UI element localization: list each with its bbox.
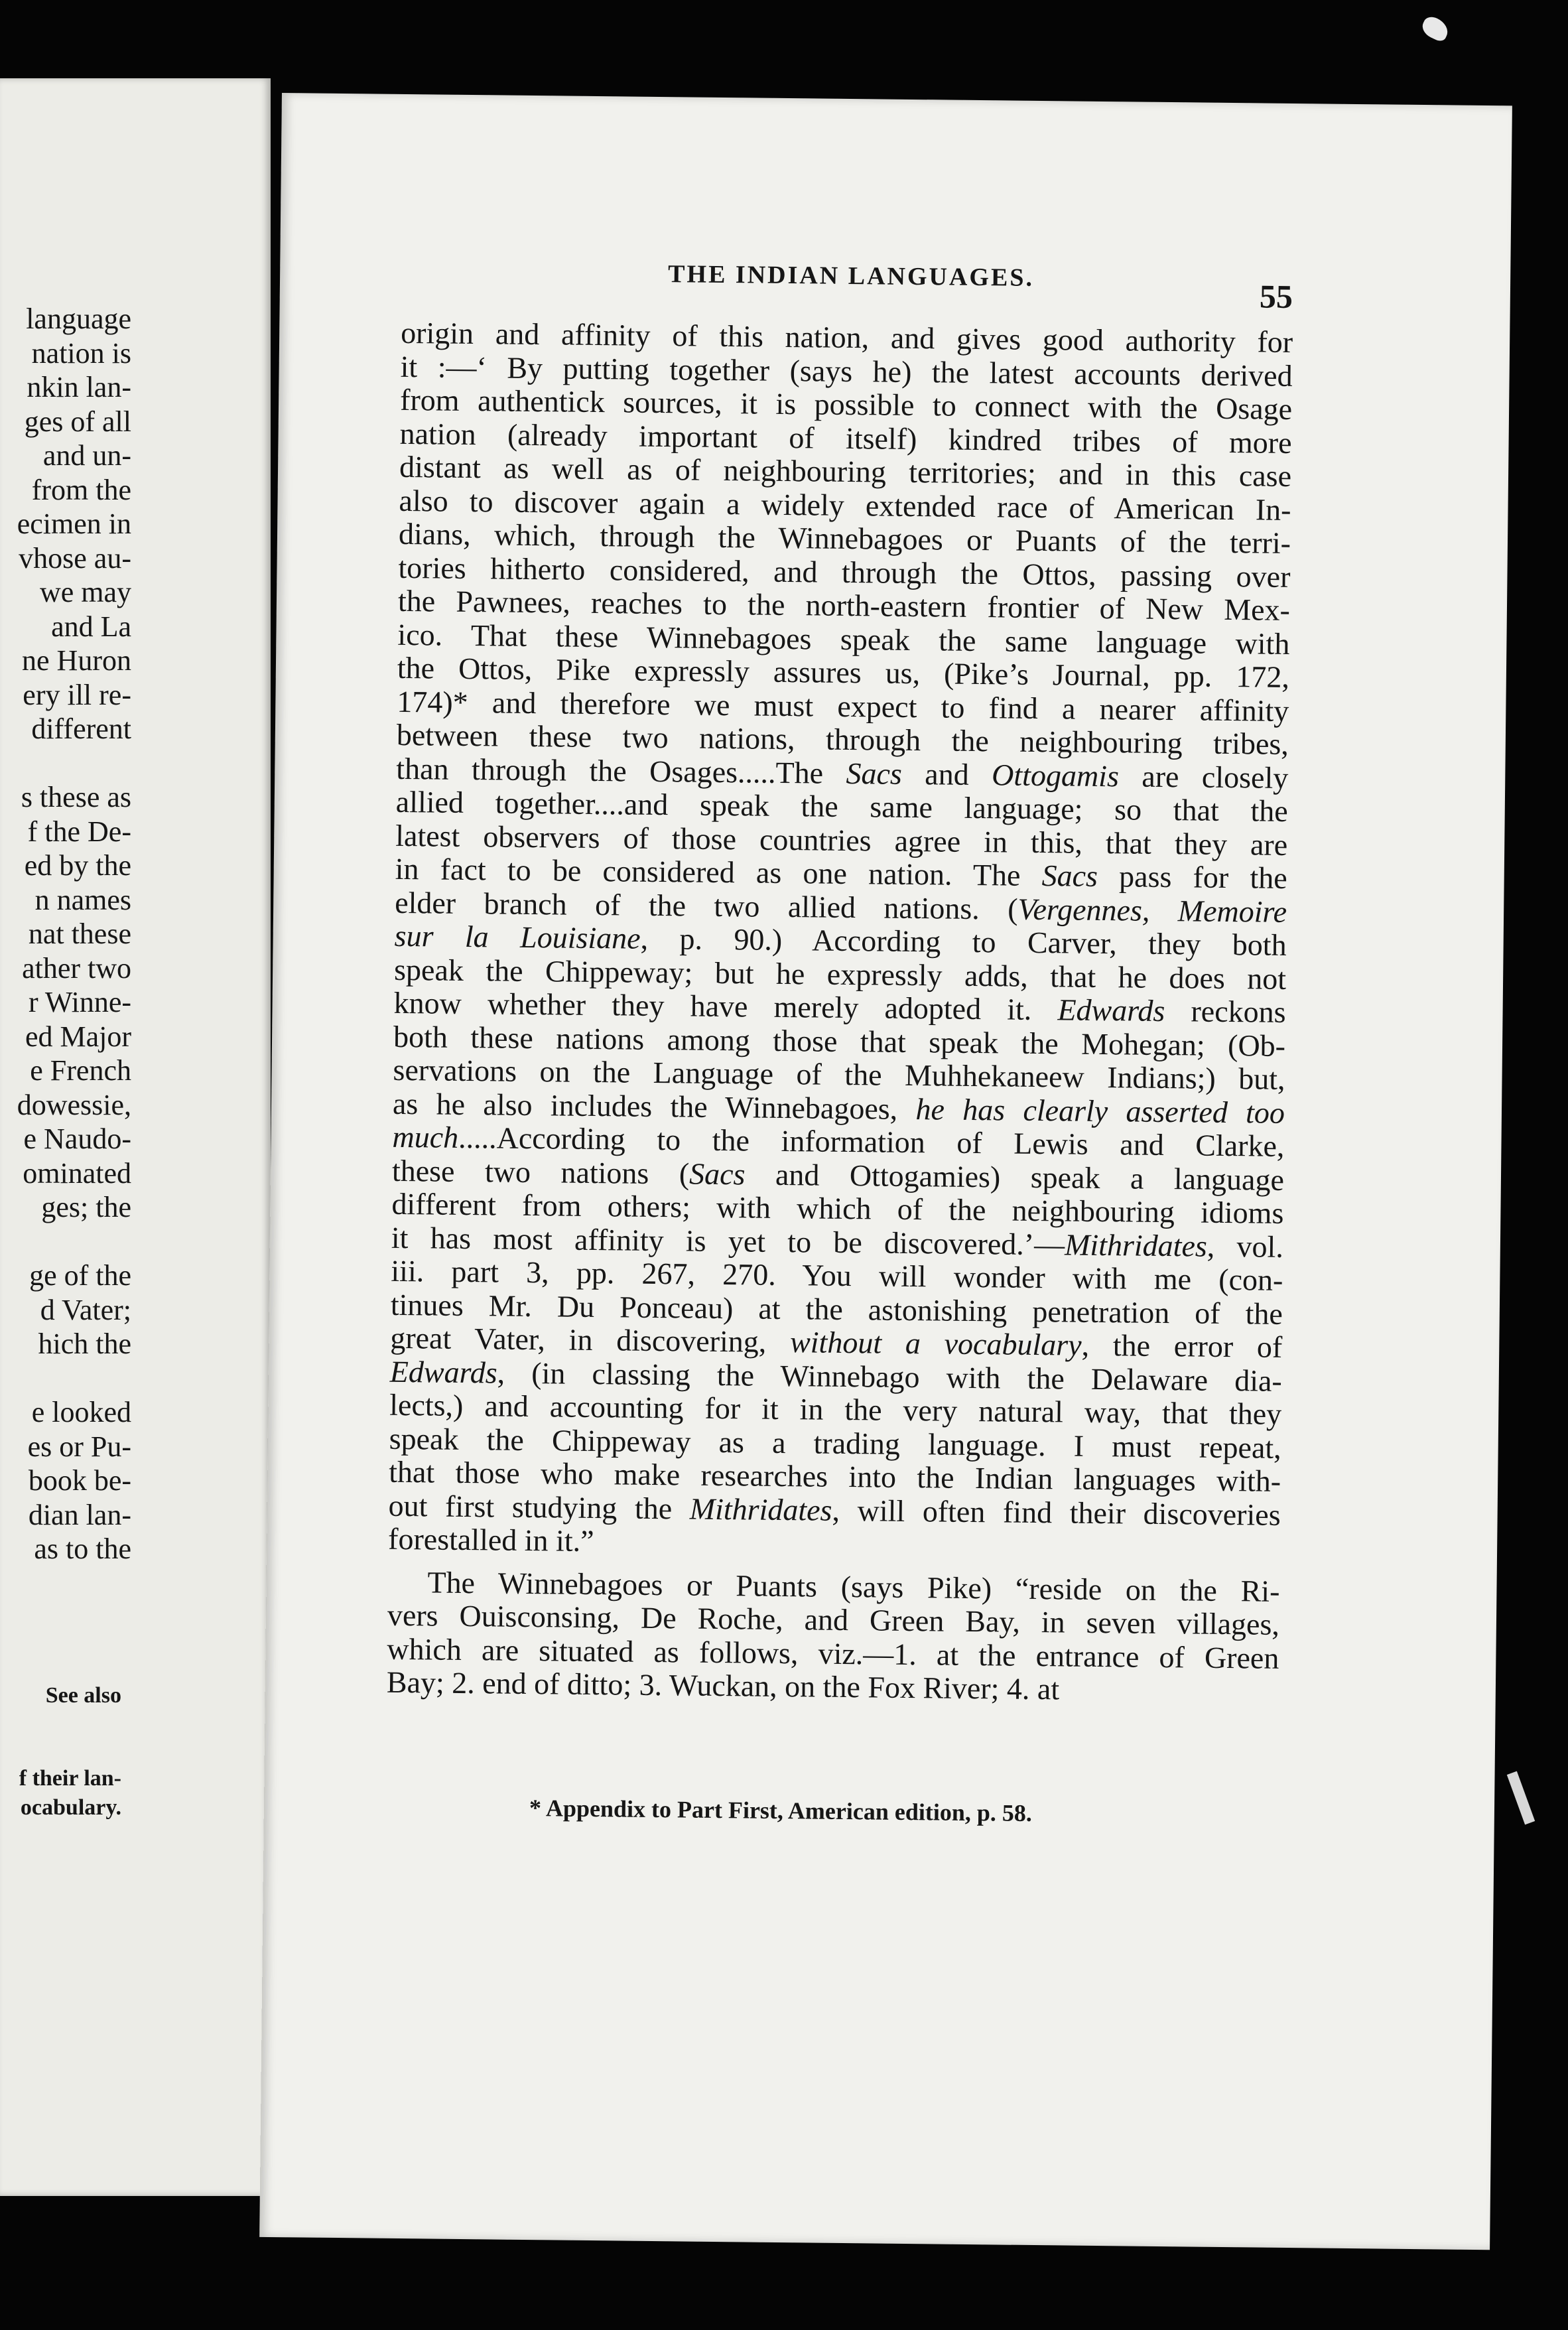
left-page-line: ge of the (29, 1259, 131, 1292)
left-page-line: we may (39, 576, 131, 608)
left-page-line: nat these (28, 918, 131, 950)
body-line: latest observers of those countries agree in this, that they are (395, 818, 1288, 862)
body-text (387, 316, 1293, 1708)
body-line: The Winnebagoes or Puants (says Pike) “reside on the Ri- (427, 1564, 1280, 1608)
left-page-line: from the (31, 473, 131, 506)
body-line: the Ottos, Pike expressly assures us, (Pike’s Journal, pp. 172, (397, 650, 1290, 694)
left-page-line: dian lan- (28, 1498, 131, 1531)
left-page-line: as to the (34, 1533, 131, 1565)
left-page-line: ather two (22, 951, 131, 985)
left-page-line: language (26, 303, 131, 335)
body-line: speak the Chippeway; but he expressly adds, that he does not (393, 952, 1287, 996)
left-page-line: es or Pu- (27, 1430, 131, 1463)
body-line: origin and affinity of this nation, and gives good authority for (400, 315, 1293, 359)
margin-mark (1507, 1771, 1535, 1825)
left-page-line: ed by the (24, 849, 131, 882)
body-line: tinues Mr. Du Ponceau) at the astonishing penetration of the (390, 1287, 1283, 1331)
left-page-line: ges; the (41, 1191, 131, 1223)
body-line: in fact to be considered as one nation. The Sacs pass for the (395, 851, 1287, 895)
left-page-line: hich the (38, 1328, 131, 1360)
right-page (259, 93, 1512, 2250)
left-page-line: vhose au- (19, 541, 131, 575)
body-line: 174)* and therefore we must expect to find a nearer affinity (397, 684, 1289, 728)
left-page-footnote-line: f their lan- (19, 1766, 121, 1791)
body-line: distant as well as of neighbouring territories; and in this case (399, 449, 1292, 493)
body-line: sur la Louisiane, p. 90.) According to Carver, they both (394, 918, 1287, 962)
left-page-line: ges of all (24, 405, 131, 438)
body-line: iii. part 3, pp. 267, 270. You will wonder with me (con- (391, 1253, 1283, 1297)
left-page-line: e looked (31, 1396, 131, 1428)
left-page (0, 78, 271, 2196)
body-line: these two nations (Sacs and Ottogamies) speak a language (391, 1153, 1285, 1197)
body-line: out first studying the Mithridates, will often find their discoveries (388, 1488, 1281, 1532)
left-page-line: ominated (23, 1156, 131, 1190)
left-page-line: nkin lan- (27, 371, 131, 403)
body-line: from authentick sources, it is possible to connect with the Osage (399, 382, 1293, 426)
left-page-line: and un- (42, 439, 131, 472)
left-page-line: d Vater; (40, 1293, 131, 1326)
left-page-line: nation is (31, 336, 131, 370)
body-line: speak the Chippeway as a trading language. I must repeat, (389, 1421, 1281, 1465)
body-line: allied together....and speak the same language; so that the (395, 784, 1289, 828)
body-line: forestalled in it.” (387, 1521, 594, 1558)
left-page-line: ecimen in (17, 508, 131, 540)
left-page-see-also: See also (45, 1683, 121, 1708)
body-line: elder branch of the two allied nations. (Vergennes, Memoire (394, 885, 1287, 929)
body-line: Bay; 2. end of ditto; 3. Wuckan, on the Fox River; 4. at (386, 1665, 1060, 1706)
left-page-line: book be- (28, 1464, 131, 1497)
body-line: tories hitherto considered, and through the Ottos, passing over (398, 550, 1291, 594)
left-page-line: f the De- (27, 815, 131, 848)
body-line: great Vater, in discovering, without a vocabulary, the error of (390, 1320, 1283, 1364)
body-line: Edwards, (in classing the Winnebago with the Delaware dia- (389, 1354, 1283, 1398)
body-line: much.....According to the information of Lewis and Clarke, (392, 1119, 1285, 1163)
body-line: different from others; with which of the neighbouring idioms (391, 1186, 1284, 1230)
left-page-text (0, 78, 271, 2196)
left-page-line: ery ill re- (23, 678, 131, 711)
body-line: nation (already important of itself) kindred tribes of more (399, 416, 1292, 460)
body-line: both these nations among those that speak the Mohegan; (Ob- (393, 1019, 1286, 1063)
footnote: * Appendix to Part First, American edition, p. 58. (529, 1795, 1033, 1826)
body-line: the Pawnees, reaches to the north-eastern frontier of New Mex- (397, 583, 1291, 627)
left-page-line: dowessie, (17, 1088, 131, 1121)
body-line: also to discover again a widely extended race of American In- (399, 483, 1291, 527)
left-page-line: different (31, 713, 131, 745)
left-page-line: s these as (21, 781, 131, 813)
left-page-line: and La (51, 610, 131, 643)
page-corner-mark (1419, 14, 1452, 43)
page-number: 55 (1259, 277, 1293, 315)
body-line: vers Ouisconsing, De Roche, and Green Bay, in seven villages, (387, 1598, 1280, 1641)
left-page-footnote-line: ocabulary. (20, 1795, 121, 1820)
body-line: it :—‘ By putting together (says he) the latest accounts derived (400, 349, 1293, 393)
body-line: know whether they have merely adopted it. Edwards reckons (393, 985, 1286, 1029)
body-line: it has most affinity is yet to be discovered.’—Mithridates, vol. (391, 1220, 1284, 1264)
running-header: THE INDIAN LANGUAGES. (667, 260, 1035, 292)
body-line: ico. That these Winnebagoes speak the same language with (397, 617, 1290, 661)
body-line: lects,) and accounting for it in the very natural way, that they (389, 1387, 1282, 1431)
body-line: which are situated as follows, viz.—1. at the entrance of Green (387, 1631, 1279, 1675)
body-line: than through the Osages.....The Sacs and Ottogamis are closely (396, 751, 1289, 795)
body-line: dians, which, through the Winnebagoes or Puants of the terri- (398, 516, 1291, 560)
left-page-line: ed Major (25, 1020, 131, 1053)
body-line: servations on the Language of the Muhhekaneew Indians;) but, (393, 1052, 1285, 1096)
left-page-line: n names (34, 883, 131, 916)
body-line: between these two nations, through the neighbouring tribes, (396, 717, 1289, 761)
left-page-line: e French (30, 1054, 131, 1087)
left-page-line: ne Huron (22, 644, 131, 677)
left-page-line: e Naudo- (23, 1123, 131, 1155)
body-line: as he also includes the Winnebagoes, he has clearly asserted too (392, 1086, 1285, 1130)
left-page-line: r Winne- (28, 986, 131, 1018)
body-line: that those who make researches into the Indian languages with- (388, 1454, 1281, 1498)
